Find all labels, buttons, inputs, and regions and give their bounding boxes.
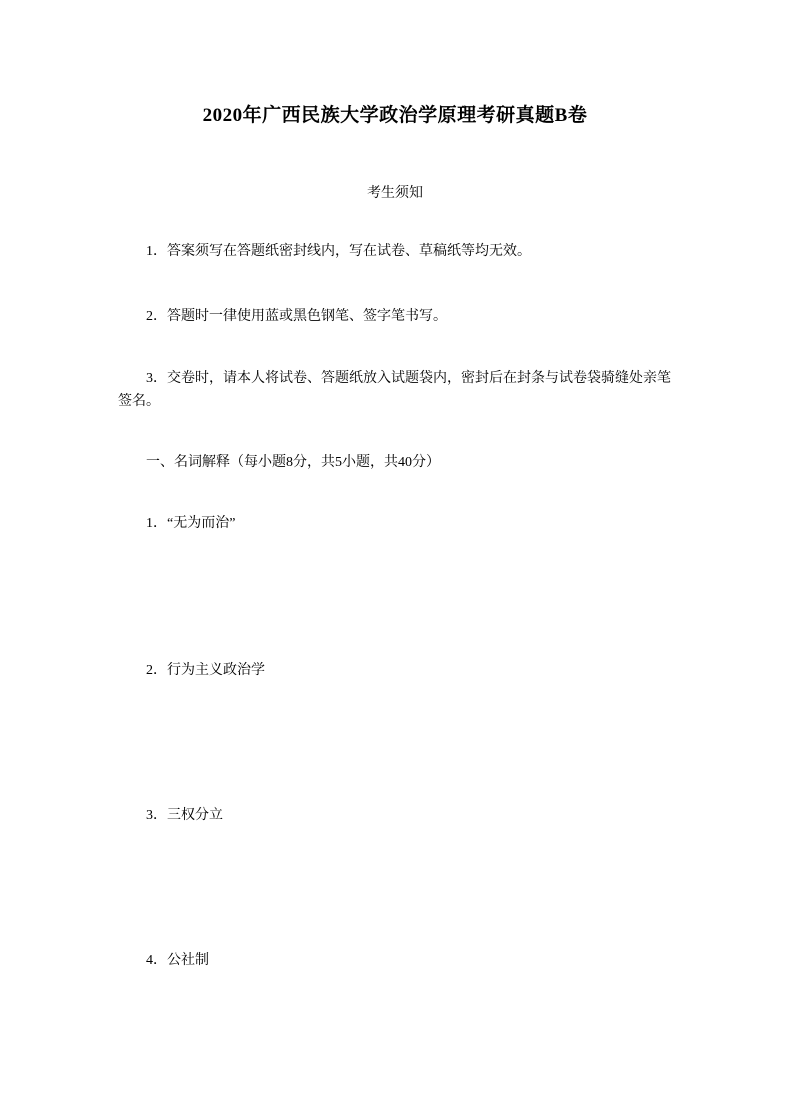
question-2: 2．行为主义政治学 (146, 663, 265, 678)
notice-item-3: 3．交卷时，请本人将试卷、答题纸放入试题袋内，密封后在封条与试卷袋骑缝处亲笔签名。 (118, 371, 671, 409)
notice-heading: 考生须知 (367, 186, 423, 201)
section-heading: 一、名词解释（每小题8分，共5小题，共40分） (146, 455, 440, 470)
notice-item-1: 1．答案须写在答题纸密封线内，写在试卷、草稿纸等均无效。 (146, 244, 531, 259)
question-4: 4．公社制 (146, 953, 209, 968)
notice-item-2: 2．答题时一律使用蓝或黑色钢笔、签字笔书写。 (146, 309, 447, 324)
document-title: 2020年广西民族大学政治学原理考研真题B卷 (202, 105, 588, 126)
question-3: 3．三权分立 (146, 808, 223, 823)
question-1: 1．“无为而治” (146, 516, 236, 531)
